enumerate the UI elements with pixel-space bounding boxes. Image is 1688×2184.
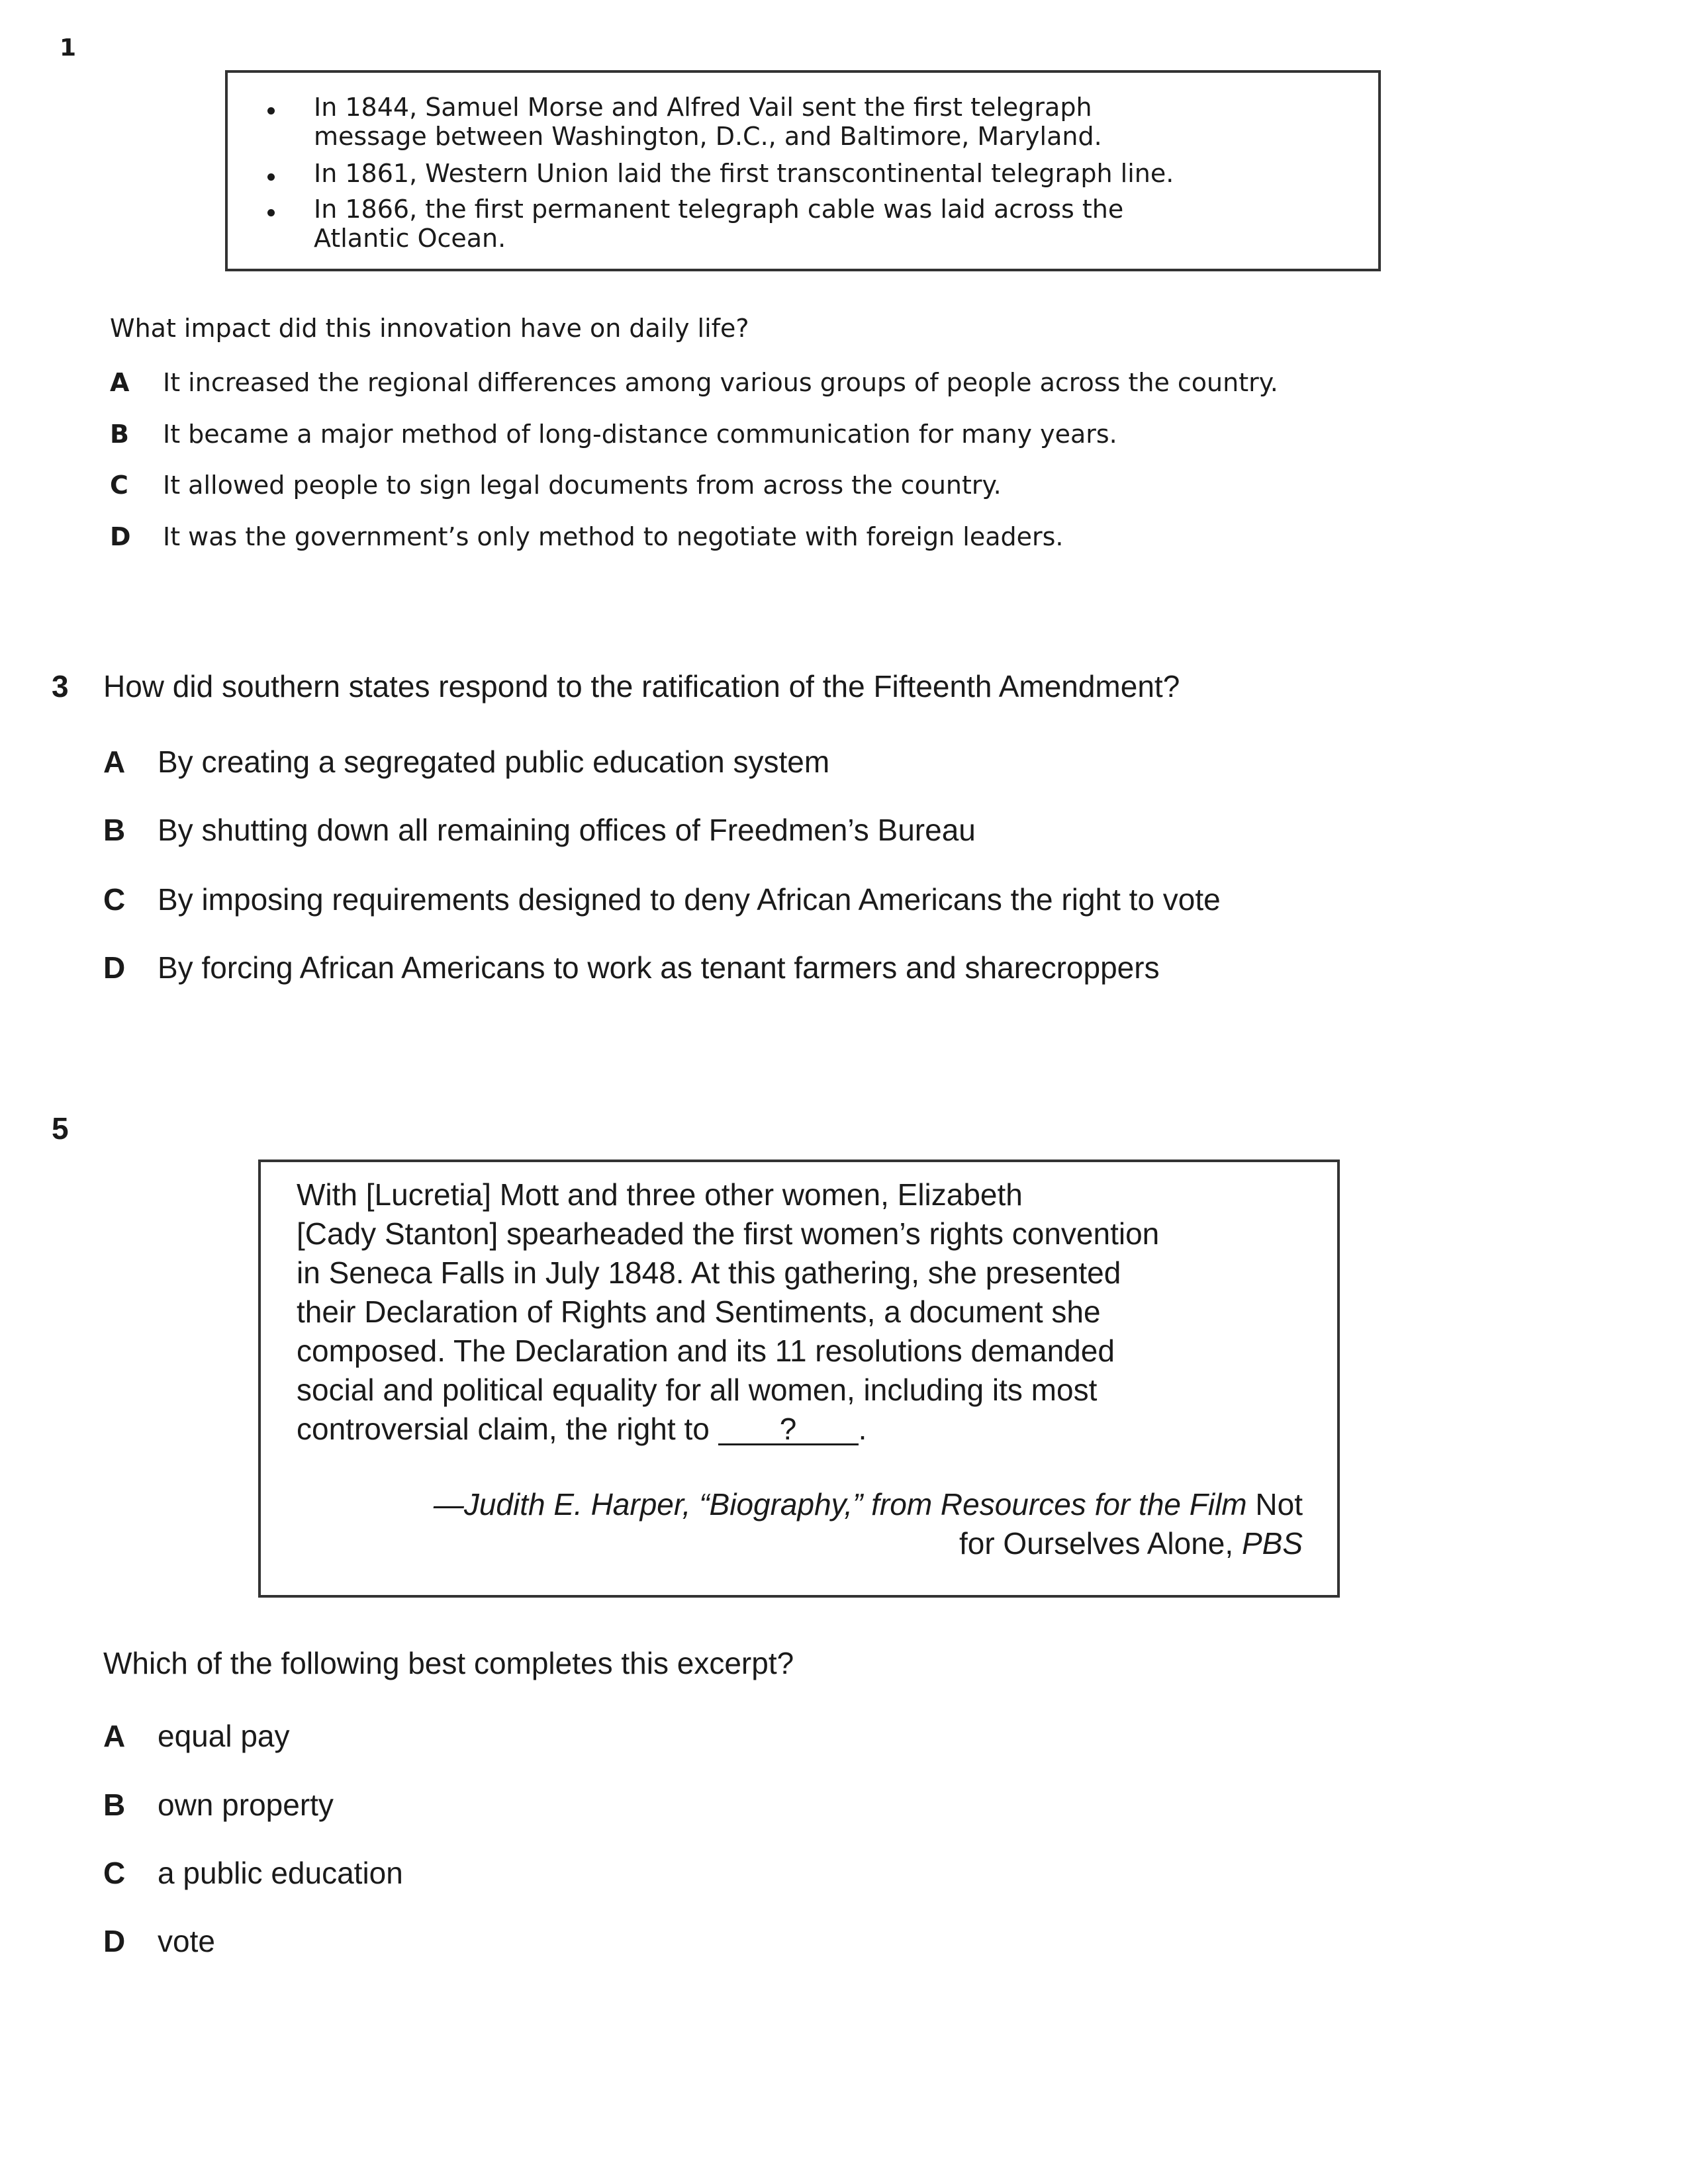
option-letter: D xyxy=(103,950,126,985)
question-5-excerpt-box xyxy=(258,1160,1340,1598)
question-1-stem: What impact did this innovation have on daily life? xyxy=(110,314,749,343)
option-letter: C xyxy=(110,471,128,500)
option-text: It increased the regional differences among various groups of people across the country. xyxy=(163,368,1278,397)
question-5-number: 5 xyxy=(52,1111,69,1146)
question-1-number: 1 xyxy=(60,34,77,62)
option-text: By imposing requirements designed to deny African Americans the right to vote xyxy=(158,882,1221,917)
option-text: own property xyxy=(158,1788,334,1822)
source-bullet-1: In 1844, Samuel Morse and Alfred Vail sent the first telegraph message between Washington, D.C., and Baltimore, Maryland. xyxy=(314,93,1102,151)
source-bullet-2: In 1861, Western Union laid the first transcontinental telegraph line. xyxy=(314,159,1174,188)
answer-blank: ? xyxy=(718,1414,859,1445)
question-3-number: 3 xyxy=(52,669,69,704)
option-text: By shutting down all remaining offices of Freedmen’s Bureau xyxy=(158,813,976,847)
option-text: It was the government’s only method to negotiate with foreign leaders. xyxy=(163,522,1064,551)
question-3-stem: How did southern states respond to the ratification of the Fifteenth Amendment? xyxy=(103,669,1180,704)
option-letter: B xyxy=(110,420,129,449)
option-text: It allowed people to sign legal documents from across the country. xyxy=(163,471,1002,500)
bullet-icon xyxy=(267,173,275,181)
question-1-source-box xyxy=(225,70,1381,271)
excerpt-text: With [Lucretia] Mott and three other women, Elizabeth [Cady Stanton] spearheaded the first women’s rights convention in Seneca Falls in July 1848. At this gathering, she presented their Declaration of Rights and Sentiments, a document she composed. The Declaration and its 11 resolutions demanded social and political equality for all women, including its most controversial claim, the right to ? . xyxy=(297,1175,1159,1449)
option-text: vote xyxy=(158,1924,215,1958)
option-text: equal pay xyxy=(158,1719,290,1753)
question-5-stem: Which of the following best completes this excerpt? xyxy=(103,1646,794,1680)
bullet-icon xyxy=(267,107,275,114)
option-letter: D xyxy=(110,522,131,551)
option-letter: A xyxy=(110,368,130,397)
option-letter: D xyxy=(103,1924,126,1958)
option-text: By forcing African Americans to work as tenant farmers and sharecroppers xyxy=(158,950,1160,985)
option-letter: C xyxy=(103,1856,126,1890)
option-letter: B xyxy=(103,813,126,847)
excerpt-last-line: controversial claim, the right to ? . xyxy=(297,1412,867,1446)
option-letter: A xyxy=(103,745,126,779)
option-text: a public education xyxy=(158,1856,403,1890)
option-text: It became a major method of long-distance communication for many years. xyxy=(163,420,1117,449)
source-bullet-3: In 1866, the first permanent telegraph cable was laid across the Atlantic Ocean. xyxy=(314,195,1124,253)
bullet-icon xyxy=(267,209,275,216)
option-text: By creating a segregated public education system xyxy=(158,745,830,779)
excerpt-citation: —Judith E. Harper, “Biography,” from Resources for the Film Not for Ourselves Alone, PBS xyxy=(433,1487,1303,1561)
option-letter: A xyxy=(103,1719,126,1753)
option-letter: B xyxy=(103,1788,126,1822)
option-letter: C xyxy=(103,882,126,917)
